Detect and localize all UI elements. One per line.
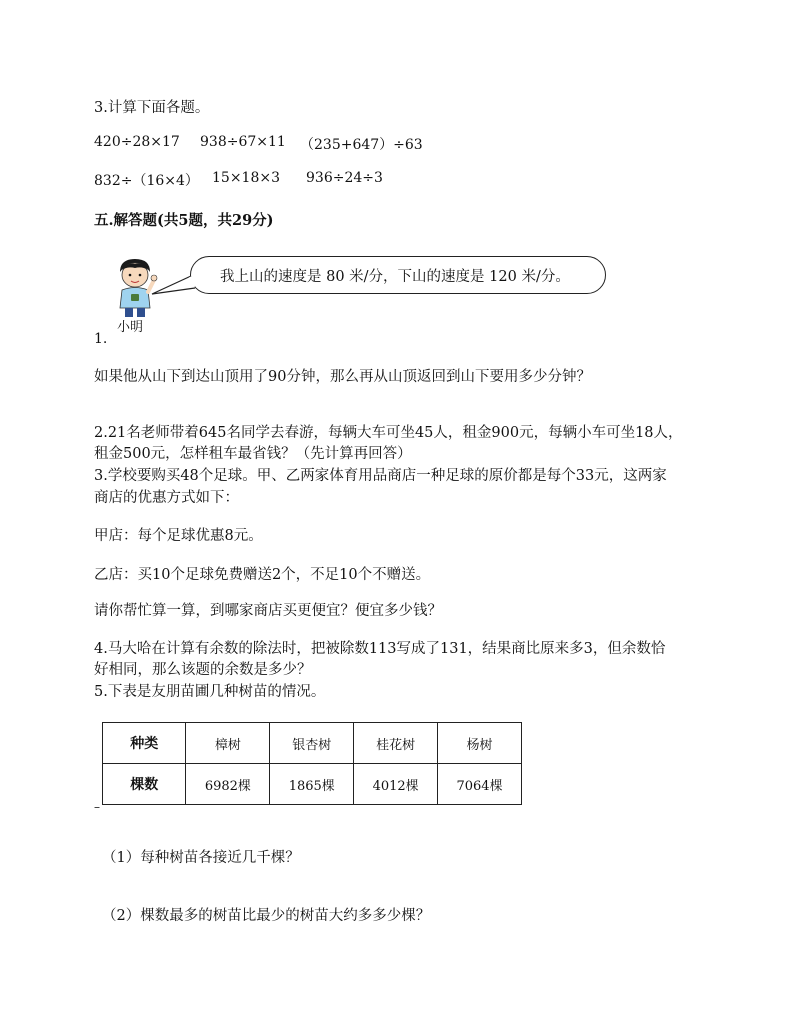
question-3-shop-b: 乙店：买10个足球免费赠送2个，不足10个不赠送。 — [94, 567, 431, 583]
question-3-shop-a: 甲店：每个足球优惠8元。 — [94, 528, 263, 544]
table-row-header: 棵数 — [103, 764, 186, 805]
question-5-sub-2: （2）棵数最多的树苗比最少的树苗大约多多少棵？ — [102, 908, 431, 924]
table-cell: 1865棵 — [270, 764, 354, 805]
character-name: 小明 — [117, 320, 144, 335]
calc-item: 936÷24÷3 — [306, 170, 383, 186]
calc-item: 420÷28×17 — [94, 134, 180, 150]
question-3-line-1: 3.学校要购买48个足球。甲、乙两家体育用品商店一种足球的原价都是每个33元，这两家 — [94, 468, 667, 484]
table-cell: 桂花树 — [354, 723, 438, 764]
question-3-line-2: 商店的优惠方式如下： — [94, 490, 239, 506]
section-5-heading: 五.解答题(共5题，共29分) — [94, 212, 274, 229]
question-1-number: 1. — [94, 331, 108, 347]
table-cell: 杨树 — [438, 723, 522, 764]
table-row-header: 种类 — [103, 723, 186, 764]
calc-item: 938÷67×11 — [200, 134, 286, 150]
question-4-line-1: 4.马大哈在计算有余数的除法时，把被除数113写成了131，结果商比原来多3，但余数恰 — [94, 641, 666, 657]
divider-mark: – — [94, 800, 100, 814]
calc-item: 832÷（16×4） — [94, 173, 199, 189]
table-cell: 银杏树 — [270, 723, 354, 764]
table-cell: 4012棵 — [354, 764, 438, 805]
speech-text: 我上山的速度是 80 米/分，下山的速度是 120 米/分。 — [220, 269, 570, 285]
table-cell: 樟树 — [186, 723, 270, 764]
question-4-line-2: 好相同，那么该题的余数是多少？ — [94, 662, 312, 678]
question-2-line-2: 租金500元，怎样租车最省钱？（先计算再回答） — [94, 446, 412, 462]
question-5-intro: 5.下表是友朋苗圃几种树苗的情况。 — [94, 684, 326, 700]
question-1-text: 如果他从山下到达山顶用了90分钟，那么再从山顶返回到山下要用多少分钟？ — [94, 369, 591, 385]
calc-item: 15×18×3 — [212, 170, 280, 186]
table-row — [103, 723, 522, 764]
calc-item: （235+647）÷63 — [300, 137, 423, 153]
speech-bubble-tail — [150, 270, 200, 298]
tree-table — [102, 722, 522, 805]
question-3-ask: 请你帮忙算一算，到哪家商店买更便宜？便宜多少钱？ — [94, 603, 442, 619]
section-3-title: 3.计算下面各题。 — [94, 100, 210, 116]
table-cell: 7064棵 — [438, 764, 522, 805]
table-row — [103, 764, 522, 805]
table-cell: 6982棵 — [186, 764, 270, 805]
question-2-line-1: 2.21名老师带着645名同学去春游，每辆大车可坐45人，租金900元，每辆小车可坐18人， — [94, 425, 683, 441]
question-5-sub-1: （1）每种树苗各接近几千棵？ — [102, 850, 300, 866]
